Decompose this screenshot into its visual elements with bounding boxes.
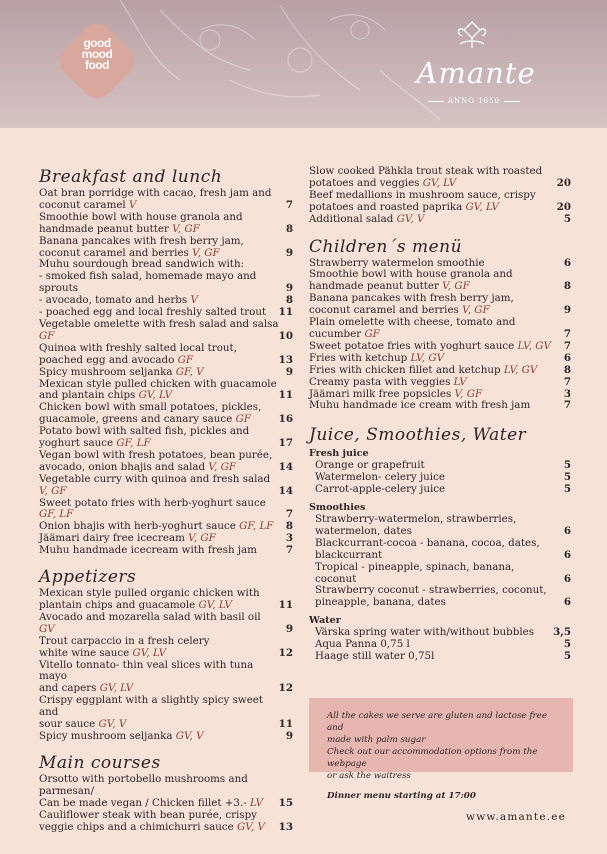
menu-item-price: 13: [278, 353, 293, 366]
menu-item: [309, 538, 571, 562]
menu-item-tags: V, GF: [188, 532, 216, 545]
menu-item-name: Creamy pasta with veggies: [309, 375, 451, 388]
menu-item: [309, 214, 571, 226]
menu-item-tags: LV: [453, 375, 467, 388]
left-column: [39, 166, 299, 833]
menu-item-price: 7: [285, 198, 293, 211]
menu-item-price: 17: [278, 437, 293, 450]
menu-item-price: 8: [285, 222, 293, 235]
menu-item-tags: GF: [364, 327, 380, 340]
menu-item: [309, 562, 571, 586]
menu-item: [309, 484, 571, 496]
menu-item-tags: V, GF: [192, 246, 220, 259]
menu-item-price: 6: [563, 256, 571, 269]
section-title: Children´s menü: [309, 236, 463, 257]
menu-item-tags: GV, V: [396, 212, 425, 225]
menu-item: [39, 636, 299, 660]
menu-item: [309, 317, 571, 341]
menu-item-tags: LV: [250, 796, 264, 809]
menu-item: [309, 514, 571, 538]
menu-item-name: Onion bhajis with herb-yoghurt sauce: [39, 520, 236, 533]
menu-item: [39, 731, 299, 743]
menu-item: [309, 400, 571, 412]
menu-item-name: Chicken bowl with small potatoes, pickles, guacamole, greens and canary sauce: [39, 401, 262, 426]
menu-item-price: 5: [563, 483, 571, 496]
menu-item: [39, 212, 299, 236]
menu-item: [39, 343, 299, 367]
menu-item-price: 6: [563, 596, 571, 609]
menu-item-tags: LV, GV: [410, 351, 445, 364]
menu-item-tags: V, GF: [208, 460, 236, 473]
note-accommodation: Check out our accommodation options from the webpage or ask the waitress: [327, 747, 538, 781]
info-note: [309, 698, 573, 801]
menu-item-price: 11: [278, 718, 293, 731]
menu-item: [39, 695, 299, 731]
menu-item: [39, 660, 299, 696]
menu-item-tags: GV, V: [237, 820, 265, 833]
menu-item-name: Beef medallions in mushroom sauce, crispy potatoes and roasted paprika: [309, 188, 536, 213]
menu-item: [39, 236, 299, 260]
menu-item: [39, 474, 299, 498]
brand-name: Amante: [416, 56, 536, 90]
menu-item-name: - poached egg and local freshly salted trout: [39, 306, 267, 319]
menu-item-price: 14: [278, 484, 293, 497]
menu-item-name: Strawberry coconut - strawberries, coconut, pineapple, banana, dates: [315, 584, 547, 609]
menu-item-name: Potato bowl with salted fish, pickles and yoghurt sauce: [39, 425, 250, 450]
menu-item-price: 9: [563, 304, 571, 317]
menu-item-name: Additional salad: [309, 212, 394, 225]
header-banner: [0, 0, 607, 128]
menu-item-price: 5: [563, 650, 571, 663]
menu-item-name: Plain omelette with cheese, tomato and cucumber: [309, 316, 516, 340]
menu-item-tags: GV, V: [98, 718, 127, 731]
menu-item-name: Spicy mushroom seljanka: [39, 365, 173, 378]
menu-item-tags: GV: [39, 622, 55, 635]
menu-item: [39, 810, 299, 834]
menu-item-price: 9: [285, 729, 293, 742]
menu-item: [39, 402, 299, 426]
note-cakes: All the cakes we serve are gluten and lactose free and made with palm sugar: [327, 711, 547, 745]
menu-item-name: Värska spring water with/without bubbles: [315, 626, 534, 639]
menu-item-name: Vegetable curry with quinoa and fresh salad: [39, 472, 271, 485]
menu-item: [39, 774, 299, 810]
menu-item-name: Haage still water 0,75l: [315, 650, 435, 663]
menu-item-name: - smoked fish salad, homemade mayo and sprouts: [39, 270, 257, 295]
menu-item-price: 11: [278, 306, 293, 319]
menu-item-price: 8: [285, 520, 293, 533]
menu-item-name: Fries with chicken fillet and ketchup: [309, 363, 501, 376]
menu-item-name: Mexican style pulled chicken with guacamole and plantain chips: [39, 377, 277, 402]
menu-item-price: 3: [285, 532, 293, 545]
menu-item-name: Muhu sourdough bread sandwich with:: [39, 258, 245, 271]
menu-item-tags: GV, V: [175, 729, 204, 742]
section-title: Appetizers: [39, 567, 137, 588]
menu-item-name: Sweet potatoe fries with yoghurt sauce: [309, 339, 515, 352]
menu-item-name: Orsotto with portobello mushrooms and parmesan/ Can be made vegan / Chicken fillet +3.-: [39, 772, 248, 809]
menu-item-name: Trout carpaccio in a fresh celery white wine sauce: [39, 634, 210, 659]
menu-item: [309, 293, 571, 317]
menu-item-name: Tropical - pineapple, spinach, banana, coconut: [315, 560, 515, 585]
menu-item-name: - avocado, tomato and herbs: [39, 294, 188, 307]
menu-item-price: 20: [556, 176, 571, 189]
menu-item-name: Vegetable omelette with fresh salad and salsa: [39, 317, 279, 330]
menu-item-name: Slow cooked Pähkla trout steak with roasted potatoes and veggies: [309, 165, 543, 189]
menu-item-price: 5: [563, 459, 571, 472]
menu-item-price: 9: [285, 365, 293, 378]
menu-item-name: Quinoa with freshly salted local trout, poached egg and avocado: [39, 341, 237, 366]
menu-item: [309, 585, 571, 609]
menu-item-name: Watermelon- celery juice: [315, 471, 445, 484]
note-dinner: Dinner menu starting at 17:00: [327, 791, 476, 801]
menu-item: [309, 651, 571, 663]
drink-group-label: Fresh juice: [309, 448, 369, 460]
menu-item-price: 7: [563, 399, 571, 412]
menu-item-price: 7: [563, 375, 571, 388]
menu-item-price: 7: [285, 544, 293, 557]
menu-item-name: Sweet potato fries with herb-yoghurt sauce: [39, 496, 266, 509]
menu-item-name: Spicy mushroom seljanka: [39, 729, 173, 742]
menu-item: [309, 269, 571, 293]
menu-item-tags: GF: [177, 353, 193, 366]
menu-item-price: 5: [563, 212, 571, 225]
menu-item-price: 11: [278, 599, 293, 611]
menu-item-price: 12: [278, 646, 293, 659]
menu-item-name: Carrot-apple-celery juice: [315, 483, 446, 496]
menu-item-tags: GV, LV: [422, 176, 457, 189]
menu-item-price: 3,5: [553, 626, 571, 639]
menu-item-tags: LV, GV: [503, 363, 538, 376]
menu-item-price: 7: [285, 508, 293, 521]
menu-item-name: Oat bran porridge with cacao, fresh jam and coconut caramel: [39, 187, 272, 211]
menu-item-price: 16: [278, 413, 293, 426]
menu-item-name: Crispy eggplant with a slightly spicy sweet and sour sauce: [39, 694, 264, 731]
menu-item-tags: V, GF: [454, 387, 483, 400]
section-title: Main courses: [39, 752, 161, 773]
menu-item-name: Banana pancakes with fresh berry jam, coconut caramel and berries: [39, 234, 244, 259]
menu-item-price: 9: [285, 246, 293, 259]
menu-item-tags: V, GF: [39, 484, 67, 497]
menu-item: [39, 319, 299, 343]
menu-item-name: Jäämari dairy free icecream: [39, 532, 185, 545]
menu-item-name: Muhu handmade ice cream with fresh jam: [309, 399, 531, 412]
menu-item-price: 13: [278, 820, 293, 833]
menu-item-name: Cauliflower steak with bean purée, crispy veggie chips and a chimichurri sauce: [39, 808, 258, 833]
menu-item: [39, 498, 299, 522]
menu-item-price: 15: [278, 796, 293, 809]
menu-item-tags: GV, LV: [465, 200, 499, 213]
menu-item-tags: GF, LF: [239, 520, 274, 533]
menu-item-tags: LV, GV: [517, 339, 551, 352]
logo-text: good mood food: [81, 36, 113, 72]
menu-item-tags: V: [190, 294, 198, 307]
menu-item-name: Vegan bowl with fresh potatoes, bean purée, avocado, onion bhajis and salad: [39, 448, 273, 473]
menu-item-tags: GF, LF: [116, 437, 151, 450]
drink-group-label: Smoothies: [309, 502, 366, 514]
crest-icon: [452, 18, 492, 52]
menu-item: [39, 612, 299, 636]
menu-item-tags: GF, V: [175, 365, 204, 378]
menu-item-tags: GV, LV: [99, 682, 134, 695]
menu-item-price: 6: [563, 572, 571, 585]
section-title: Juice, Smoothies, Water: [309, 425, 527, 446]
menu-item-tags: GF, LF: [39, 508, 74, 521]
menu-item: [39, 379, 299, 403]
menu-item-price: 7: [563, 339, 571, 352]
menu-item-price: 3: [563, 387, 571, 400]
website-link[interactable]: www.amante.ee: [466, 811, 567, 823]
menu-item-name: Muhu handmade icecream with fresh jam: [39, 544, 257, 557]
menu-item-tags: GF: [235, 413, 251, 426]
menu-item-tags: GF: [39, 329, 55, 342]
menu-item-name: Smoothie bowl with house granola and handmade peanut butter: [309, 268, 513, 293]
menu-item-name: Aqua Panna 0,75 l: [315, 638, 410, 651]
menu-item-price: 6: [563, 351, 571, 364]
brand-anno: ANNO 1650: [420, 97, 528, 105]
menu-item-tags: V, GF: [462, 304, 490, 317]
menu-item-name: Fries with ketchup: [309, 351, 408, 364]
menu-item-name: Strawberry watermelon smoothie: [309, 256, 485, 269]
menu-item: [39, 450, 299, 474]
menu-item-tags: V, GF: [172, 222, 200, 235]
menu-item-name: Mexican style pulled organic chicken with plantain chips and guacamole: [39, 587, 260, 611]
menu-item-price: 14: [278, 460, 293, 473]
menu-item-price: 8: [285, 294, 293, 307]
menu-item-name: Banana pancakes with fresh berry jam, coconut caramel and berries: [309, 292, 514, 317]
drink-group-label: Water: [309, 615, 341, 627]
menu-item: [39, 588, 299, 612]
menu-item-price: 12: [278, 682, 293, 695]
menu-item-name: Orange or grapefruit: [315, 459, 425, 472]
menu-item: [39, 188, 299, 212]
menu-item-name: Vitello tonnato- thin veal slices with tuna mayo and capers: [39, 658, 254, 695]
menu-item-price: 20: [556, 200, 571, 213]
menu-item-price: 10: [278, 329, 293, 342]
menu-item-tags: GV, LV: [132, 646, 167, 659]
menu-item-price: 6: [563, 548, 571, 561]
menu-item-name: Strawberry-watermelon, strawberries, watermelon, dates: [315, 513, 517, 537]
menu-item-price: 8: [563, 363, 571, 376]
menu-item-name: Blackcurrant-cocoa - banana, cocoa, dates, blackcurrant: [315, 536, 540, 561]
menu-item: [309, 166, 571, 190]
menu-item-tags: V: [129, 198, 137, 211]
menu-item: [39, 545, 299, 557]
menu-item-price: 6: [563, 524, 571, 537]
menu-item-tags: GV, LV: [198, 599, 232, 611]
menu-item-price: 9: [285, 622, 293, 635]
menu-item-price: 5: [563, 471, 571, 484]
menu-item-price: 9: [285, 282, 293, 295]
menu-item-name: Jäämari milk free popsicles: [309, 387, 452, 400]
menu-item-name: Smoothie bowl with house granola and handmade peanut butter: [39, 210, 243, 235]
right-column: [309, 166, 571, 663]
menu-item-price: 8: [563, 280, 571, 293]
menu-item-price: 5: [563, 638, 571, 651]
menu-item-price: 11: [278, 389, 293, 402]
menu-item-tags: GV, LV: [138, 389, 173, 402]
menu-item: [309, 190, 571, 214]
menu-item: [39, 271, 299, 295]
menu-item-name: Avocado and mozarella salad with basil oil: [39, 610, 261, 623]
menu-item-price: 7: [563, 327, 571, 340]
menu-item: [39, 426, 299, 450]
section-title: Breakfast and lunch: [39, 167, 223, 187]
menu-item-tags: V, GF: [442, 280, 470, 293]
